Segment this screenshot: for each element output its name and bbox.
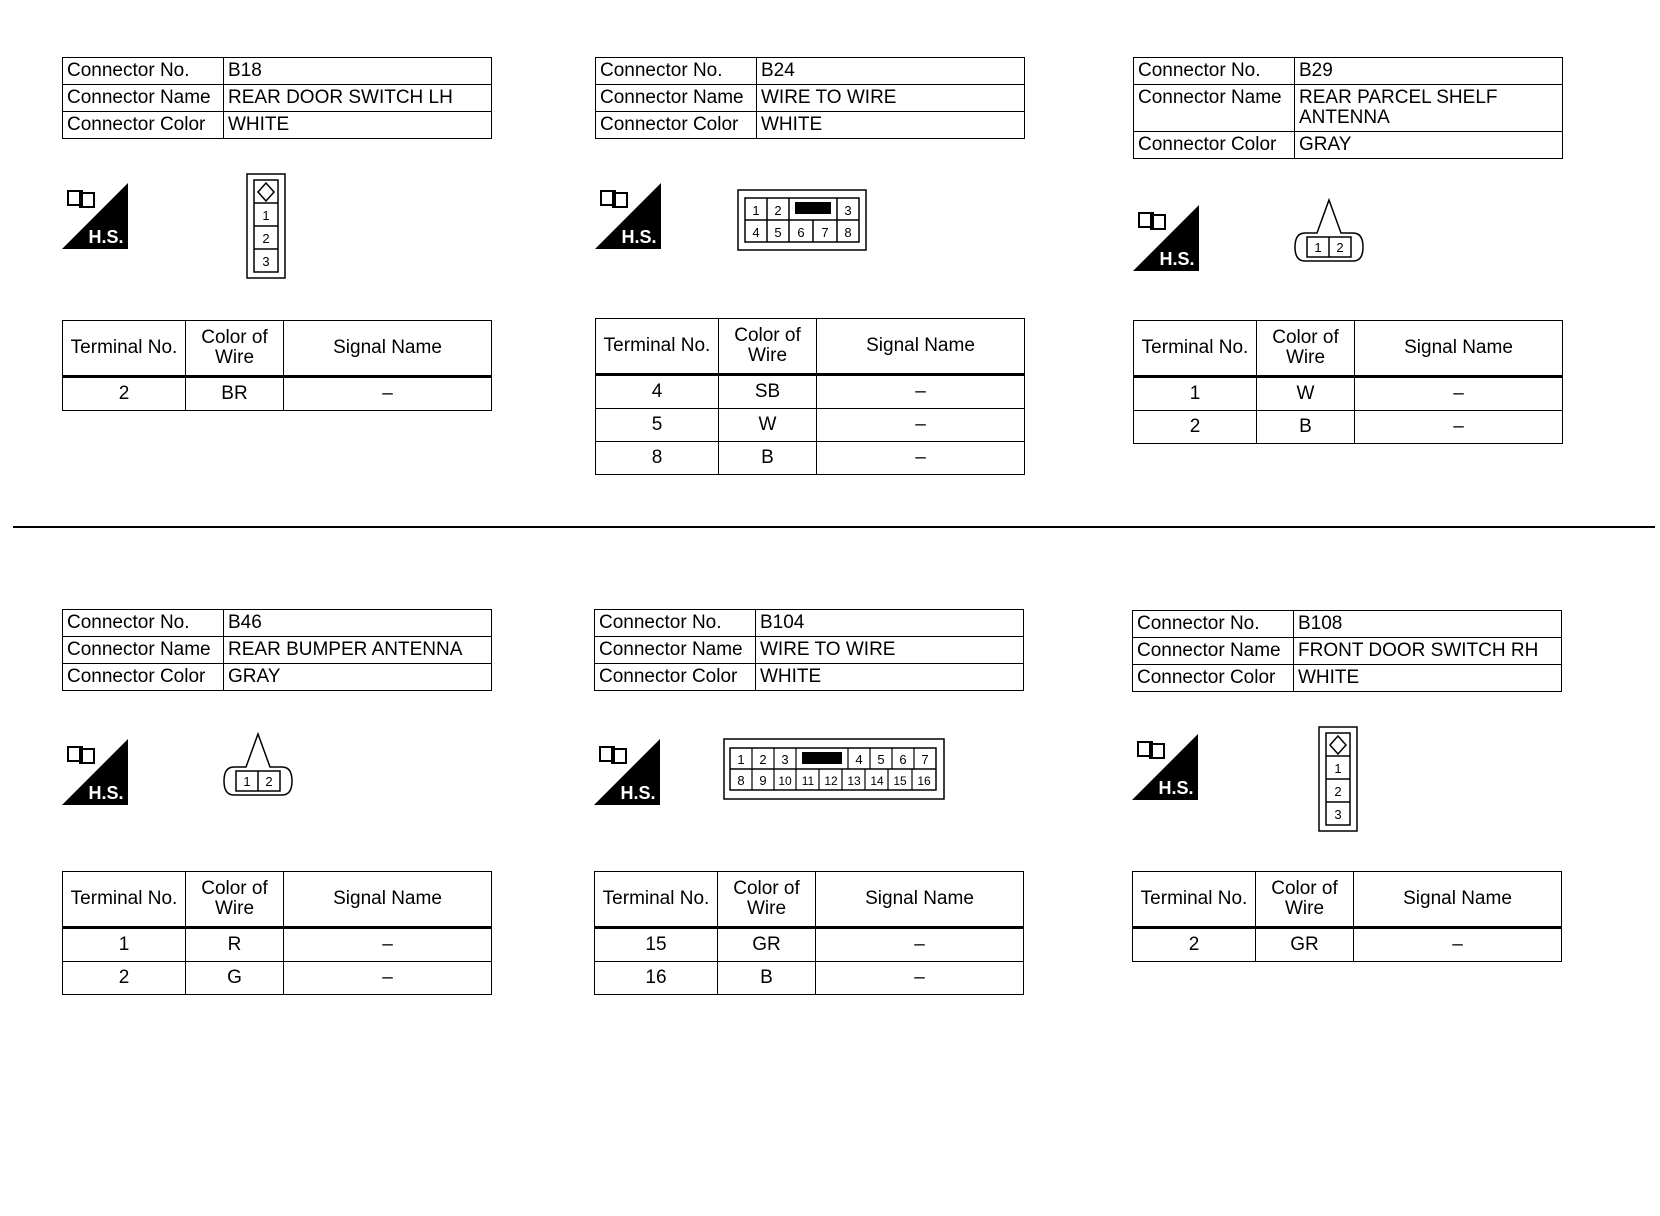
connector-color-label: Connector Color xyxy=(1133,665,1294,692)
table-row: 2 B – xyxy=(1134,411,1563,444)
connector-color-label: Connector Color xyxy=(63,664,224,691)
pin-10: 10 xyxy=(778,774,792,788)
table-row: 1 R – xyxy=(63,928,492,962)
connector-name-value: REAR DOOR SWITCH LH xyxy=(224,85,492,112)
connector-no-value: B24 xyxy=(757,58,1025,85)
terminal-no-header: Terminal No. xyxy=(596,319,719,375)
terminal-no-header: Terminal No. xyxy=(595,872,718,928)
connector-face-diagram xyxy=(723,738,945,805)
signal-name-header: Signal Name xyxy=(284,872,492,928)
hs-label: H.S. xyxy=(88,783,124,803)
table-row: 16 B – xyxy=(595,962,1024,995)
harness-side-icon xyxy=(1133,205,1199,271)
connector-block-b104 xyxy=(594,609,1024,988)
pin-16: 16 xyxy=(917,774,931,788)
table-row: 2 G – xyxy=(63,962,492,995)
signal-name-header: Signal Name xyxy=(1355,321,1563,377)
pin-2: 2 xyxy=(262,231,270,246)
harness-side-icon xyxy=(595,183,661,249)
connector-face-diagram xyxy=(220,731,296,806)
pin-2: 2 xyxy=(759,752,767,767)
pin-11: 11 xyxy=(801,774,815,788)
pin-9: 9 xyxy=(759,773,767,788)
signal-name-header: Signal Name xyxy=(816,872,1024,928)
connector-face-diagram xyxy=(1291,197,1367,272)
table-row: 5 W – xyxy=(596,409,1025,442)
pin-4: 4 xyxy=(855,752,863,767)
terminal-no-header: Terminal No. xyxy=(63,872,186,928)
connector-block-b46 xyxy=(62,609,492,988)
hs-label: H.S. xyxy=(621,227,657,247)
pin-1: 1 xyxy=(752,203,760,218)
harness-side-icon xyxy=(62,183,128,249)
terminal-no-header: Terminal No. xyxy=(63,321,186,377)
pin-3: 3 xyxy=(844,203,852,218)
signal-name-header: Signal Name xyxy=(1354,872,1562,928)
pin-2: 2 xyxy=(1334,784,1342,799)
pin-5: 5 xyxy=(877,752,885,767)
pin-7: 7 xyxy=(821,225,829,240)
connector-block-b18 xyxy=(62,57,492,404)
connector-block-b108 xyxy=(1132,610,1562,955)
connector-no-label: Connector No. xyxy=(596,58,757,85)
connector-name-label: Connector Name xyxy=(596,85,757,112)
hs-label: H.S. xyxy=(620,783,656,803)
terminal-table xyxy=(1133,320,1563,444)
connector-info-table xyxy=(1133,57,1563,159)
pin-1: 1 xyxy=(243,774,251,789)
table-row: 1 W – xyxy=(1134,377,1563,411)
connector-no-label: Connector No. xyxy=(1133,611,1294,638)
color-of-wire-header: Color of Wire xyxy=(186,872,284,928)
connector-no-value: B104 xyxy=(756,610,1024,637)
connector-color-value: WHITE xyxy=(757,112,1025,139)
connector-face-diagram xyxy=(737,189,867,256)
connector-block-b29 xyxy=(1133,57,1563,437)
connector-name-label: Connector Name xyxy=(595,637,756,664)
signal-name-header: Signal Name xyxy=(284,321,492,377)
connector-block-b24 xyxy=(595,57,1025,468)
pin-15: 15 xyxy=(893,774,907,788)
table-row: 2 GR – xyxy=(1133,928,1562,962)
terminal-table xyxy=(594,871,1024,995)
connector-no-value: B46 xyxy=(224,610,492,637)
pin-2: 2 xyxy=(774,203,782,218)
pin-1: 1 xyxy=(1314,240,1322,255)
connector-color-value: WHITE xyxy=(224,112,492,139)
connector-info-table xyxy=(595,57,1025,139)
connector-info-table xyxy=(1132,610,1562,692)
connector-no-value: B29 xyxy=(1295,58,1563,85)
connector-name-value: WIRE TO WIRE xyxy=(757,85,1025,112)
harness-side-icon xyxy=(62,739,128,805)
connector-name-label: Connector Name xyxy=(1134,85,1295,132)
pin-3: 3 xyxy=(781,752,789,767)
pin-8: 8 xyxy=(737,773,745,788)
section-divider xyxy=(13,526,1655,528)
connector-color-label: Connector Color xyxy=(1134,132,1295,159)
pin-14: 14 xyxy=(870,774,884,788)
terminal-table xyxy=(1132,871,1562,962)
table-row: 4 SB – xyxy=(596,375,1025,409)
connector-name-label: Connector Name xyxy=(63,637,224,664)
hs-label: H.S. xyxy=(88,227,124,247)
hs-label: H.S. xyxy=(1158,778,1194,798)
pin-8: 8 xyxy=(844,225,852,240)
pin-4: 4 xyxy=(752,225,760,240)
table-row: 15 GR – xyxy=(595,928,1024,962)
connector-color-value: GRAY xyxy=(1295,132,1563,159)
connector-no-value: B18 xyxy=(224,58,492,85)
connector-name-value: WIRE TO WIRE xyxy=(756,637,1024,664)
connector-color-label: Connector Color xyxy=(596,112,757,139)
table-row: 8 B – xyxy=(596,442,1025,475)
harness-side-icon xyxy=(1132,734,1198,800)
table-row: 2 BR – xyxy=(63,377,492,411)
pin-3: 3 xyxy=(1334,807,1342,822)
color-of-wire-header: Color of Wire xyxy=(186,321,284,377)
terminal-table xyxy=(62,320,492,411)
connector-info-table xyxy=(594,609,1024,691)
pin-13: 13 xyxy=(847,774,861,788)
connector-no-label: Connector No. xyxy=(595,610,756,637)
connector-no-label: Connector No. xyxy=(1134,58,1295,85)
connector-name-value: REAR BUMPER ANTENNA xyxy=(224,637,492,664)
pin-6: 6 xyxy=(797,225,805,240)
terminal-no-header: Terminal No. xyxy=(1134,321,1257,377)
pin-1: 1 xyxy=(262,208,270,223)
color-of-wire-header: Color of Wire xyxy=(718,872,816,928)
connector-color-label: Connector Color xyxy=(595,664,756,691)
connector-color-value: WHITE xyxy=(756,664,1024,691)
connector-face-diagram xyxy=(246,173,286,284)
color-of-wire-header: Color of Wire xyxy=(1256,872,1354,928)
connector-info-table xyxy=(62,609,492,691)
pin-2: 2 xyxy=(265,774,273,789)
pin-3: 3 xyxy=(262,254,270,269)
color-of-wire-header: Color of Wire xyxy=(1257,321,1355,377)
pin-2: 2 xyxy=(1336,240,1344,255)
connector-name-value: FRONT DOOR SWITCH RH xyxy=(1294,638,1562,665)
terminal-no-header: Terminal No. xyxy=(1133,872,1256,928)
pin-12: 12 xyxy=(824,774,838,788)
connector-color-value: GRAY xyxy=(224,664,492,691)
pin-1: 1 xyxy=(737,752,745,767)
color-of-wire-header: Color of Wire xyxy=(719,319,817,375)
terminal-table xyxy=(595,318,1025,475)
connector-name-label: Connector Name xyxy=(63,85,224,112)
connector-info-table xyxy=(62,57,492,139)
connector-color-label: Connector Color xyxy=(63,112,224,139)
connector-name-value: REAR PARCEL SHELF ANTENNA xyxy=(1295,85,1563,132)
pin-5: 5 xyxy=(774,225,782,240)
connector-no-value: B108 xyxy=(1294,611,1562,638)
terminal-table xyxy=(62,871,492,995)
harness-side-icon xyxy=(594,739,660,805)
pin-6: 6 xyxy=(899,752,907,767)
pin-1: 1 xyxy=(1334,761,1342,776)
pin-7: 7 xyxy=(921,752,929,767)
signal-name-header: Signal Name xyxy=(817,319,1025,375)
connector-no-label: Connector No. xyxy=(63,58,224,85)
connector-face-diagram xyxy=(1318,726,1358,837)
hs-label: H.S. xyxy=(1159,249,1195,269)
connector-no-label: Connector No. xyxy=(63,610,224,637)
connector-color-value: WHITE xyxy=(1294,665,1562,692)
connector-name-label: Connector Name xyxy=(1133,638,1294,665)
